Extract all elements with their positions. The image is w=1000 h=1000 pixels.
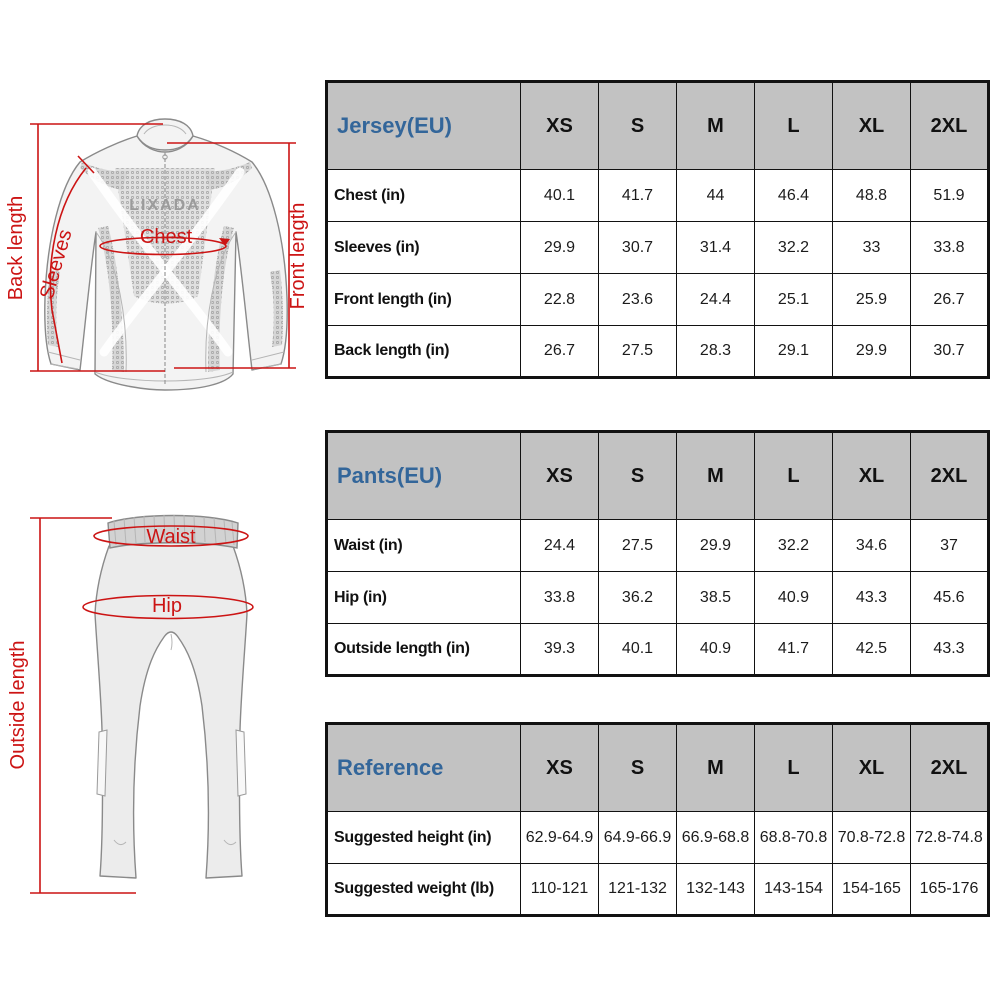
waist-label: Waist bbox=[146, 526, 196, 548]
size-value: 154-165 bbox=[833, 864, 911, 916]
size-value: 29.1 bbox=[755, 326, 833, 378]
row-label: Suggested height (in) bbox=[327, 812, 521, 864]
table-title-pants: Pants(EU) bbox=[327, 432, 521, 520]
size-value: 66.9-68.8 bbox=[677, 812, 755, 864]
size-value: 33.8 bbox=[521, 572, 599, 624]
size-value: 40.9 bbox=[755, 572, 833, 624]
size-value: 38.5 bbox=[677, 572, 755, 624]
size-col-header-xs: XS bbox=[521, 724, 599, 812]
size-value: 64.9-66.9 bbox=[599, 812, 677, 864]
size-col-header-m: M bbox=[677, 432, 755, 520]
front-length-label: Front length bbox=[287, 202, 309, 310]
size-value: 32.2 bbox=[755, 520, 833, 572]
size-value: 37 bbox=[911, 520, 989, 572]
size-value: 40.1 bbox=[599, 624, 677, 676]
right-pocket bbox=[236, 730, 246, 796]
row-label: Chest (in) bbox=[327, 170, 521, 222]
size-value: 70.8-72.8 bbox=[833, 812, 911, 864]
row-label: Outside length (in) bbox=[327, 624, 521, 676]
chest-label: Chest bbox=[139, 226, 193, 248]
size-value: 32.2 bbox=[755, 222, 833, 274]
pants-size-table bbox=[325, 430, 990, 677]
table-row bbox=[327, 812, 989, 864]
size-col-header-2xl: 2XL bbox=[911, 432, 989, 520]
size-value: 25.9 bbox=[833, 274, 911, 326]
size-value: 45.6 bbox=[911, 572, 989, 624]
size-col-header-m: M bbox=[677, 82, 755, 170]
size-value: 46.4 bbox=[755, 170, 833, 222]
size-value: 132-143 bbox=[677, 864, 755, 916]
table-row bbox=[327, 624, 989, 676]
size-value: 34.6 bbox=[833, 520, 911, 572]
left-pocket bbox=[97, 730, 107, 796]
size-value: 29.9 bbox=[833, 326, 911, 378]
size-value: 40.9 bbox=[677, 624, 755, 676]
size-value: 26.7 bbox=[911, 274, 989, 326]
jersey-logo-text: LIXADA bbox=[129, 197, 201, 214]
table-row bbox=[327, 520, 989, 572]
size-value: 22.8 bbox=[521, 274, 599, 326]
size-col-header-l: L bbox=[755, 432, 833, 520]
table-row bbox=[327, 864, 989, 916]
size-value: 39.3 bbox=[521, 624, 599, 676]
size-value: 33 bbox=[833, 222, 911, 274]
size-value: 28.3 bbox=[677, 326, 755, 378]
size-col-header-xs: XS bbox=[521, 82, 599, 170]
size-value: 33.8 bbox=[911, 222, 989, 274]
row-label: Back length (in) bbox=[327, 326, 521, 378]
outside-length-label: Outside length bbox=[7, 640, 29, 770]
size-value: 48.8 bbox=[833, 170, 911, 222]
size-col-header-2xl: 2XL bbox=[911, 724, 989, 812]
row-label: Sleeves (in) bbox=[327, 222, 521, 274]
row-label: Hip (in) bbox=[327, 572, 521, 624]
size-value: 41.7 bbox=[599, 170, 677, 222]
size-col-header-xl: XL bbox=[833, 432, 911, 520]
size-col-header-s: S bbox=[599, 432, 677, 520]
size-value: 25.1 bbox=[755, 274, 833, 326]
table-title-reference: Reference bbox=[327, 724, 521, 812]
hip-label: Hip bbox=[151, 595, 183, 617]
jersey-illustration bbox=[5, 119, 309, 390]
table-row bbox=[327, 274, 989, 326]
table-row bbox=[327, 572, 989, 624]
size-col-header-xl: XL bbox=[833, 724, 911, 812]
row-label: Suggested weight (lb) bbox=[327, 864, 521, 916]
size-value: 42.5 bbox=[833, 624, 911, 676]
table-row bbox=[327, 170, 989, 222]
size-value: 143-154 bbox=[755, 864, 833, 916]
size-value: 110-121 bbox=[521, 864, 599, 916]
table-title-jersey: Jersey(EU) bbox=[327, 82, 521, 170]
size-col-header-xs: XS bbox=[521, 432, 599, 520]
sleeves-label: Sleeves bbox=[35, 227, 77, 302]
table-row bbox=[327, 326, 989, 378]
size-col-header-s: S bbox=[599, 82, 677, 170]
size-value: 44 bbox=[677, 170, 755, 222]
size-col-header-l: L bbox=[755, 724, 833, 812]
size-value: 29.9 bbox=[521, 222, 599, 274]
size-value: 31.4 bbox=[677, 222, 755, 274]
pants-illustration bbox=[7, 515, 253, 893]
back-length-label: Back length bbox=[5, 195, 27, 301]
jersey-size-table bbox=[325, 80, 990, 379]
size-value: 30.7 bbox=[911, 326, 989, 378]
size-col-header-2xl: 2XL bbox=[911, 82, 989, 170]
size-value: 23.6 bbox=[599, 274, 677, 326]
size-value: 30.7 bbox=[599, 222, 677, 274]
size-value: 36.2 bbox=[599, 572, 677, 624]
size-value: 165-176 bbox=[911, 864, 989, 916]
size-value: 27.5 bbox=[599, 520, 677, 572]
size-col-header-m: M bbox=[677, 724, 755, 812]
size-value: 121-132 bbox=[599, 864, 677, 916]
size-value: 43.3 bbox=[833, 572, 911, 624]
size-value: 68.8-70.8 bbox=[755, 812, 833, 864]
size-value: 24.4 bbox=[521, 520, 599, 572]
size-value: 29.9 bbox=[677, 520, 755, 572]
size-value: 41.7 bbox=[755, 624, 833, 676]
size-value: 26.7 bbox=[521, 326, 599, 378]
size-value: 62.9-64.9 bbox=[521, 812, 599, 864]
size-value: 72.8-74.8 bbox=[911, 812, 989, 864]
size-value: 24.4 bbox=[677, 274, 755, 326]
row-label: Front length (in) bbox=[327, 274, 521, 326]
size-value: 40.1 bbox=[521, 170, 599, 222]
size-col-header-xl: XL bbox=[833, 82, 911, 170]
reference-size-table bbox=[325, 722, 990, 917]
row-label: Waist (in) bbox=[327, 520, 521, 572]
size-col-header-s: S bbox=[599, 724, 677, 812]
size-value: 43.3 bbox=[911, 624, 989, 676]
size-value: 27.5 bbox=[599, 326, 677, 378]
size-col-header-l: L bbox=[755, 82, 833, 170]
table-row bbox=[327, 222, 989, 274]
size-guide-illustration bbox=[0, 0, 330, 1000]
size-value: 51.9 bbox=[911, 170, 989, 222]
